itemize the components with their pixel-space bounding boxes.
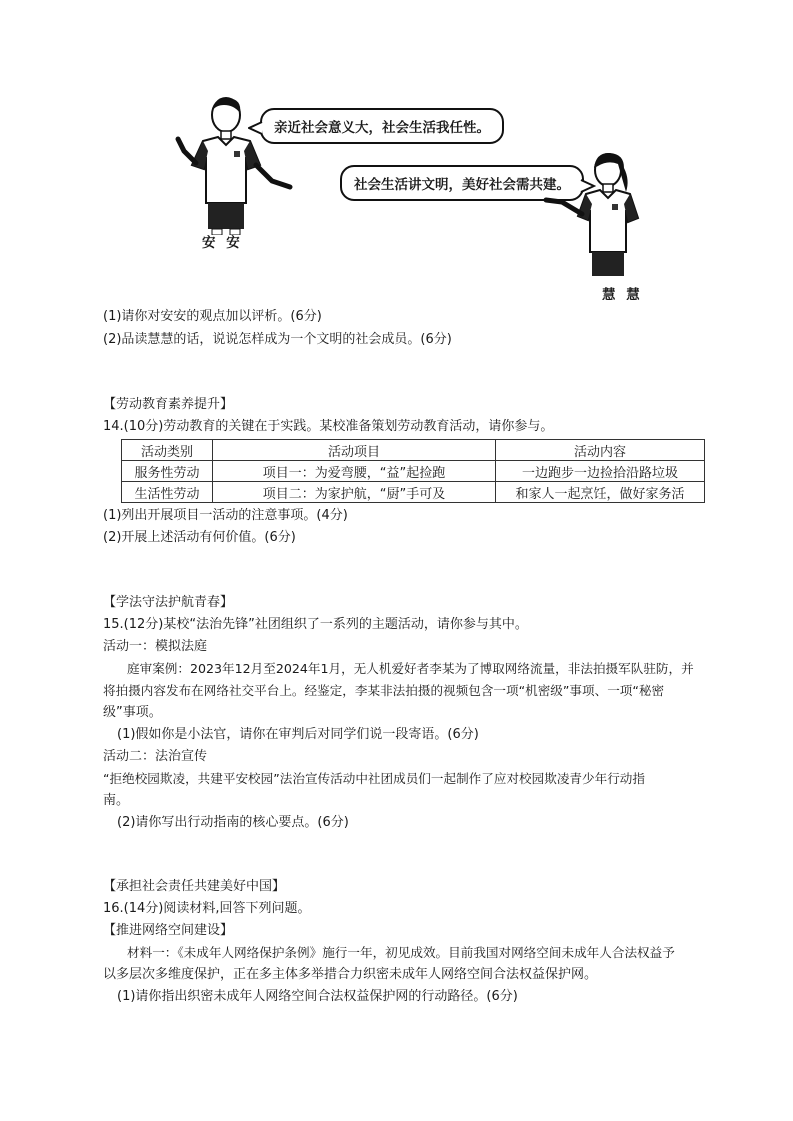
table-row	[122, 461, 705, 482]
q15-activity1: 活动一：模拟法庭	[103, 639, 208, 654]
q15-activity2: 活动二：法治宣传	[103, 749, 208, 764]
table-cell: 项目一：为爱弯腰，“益”起捡跑	[213, 461, 496, 482]
table-header-cell: 活动类别	[122, 440, 213, 461]
q15-promo-line1: “拒绝校园欺凌，共建平安校园”法治宣传活动中社团成员们一起制作了应对校园欺凌青少年行动指	[103, 771, 645, 786]
table-cell: 一边跑步一边捡拾沿路垃圾	[496, 461, 705, 482]
q16-stem: 16.(14分)阅读材料,回答下列问题。	[103, 901, 311, 916]
speech-bubble-anan: 亲近社会意义大，社会生活我任性。	[260, 108, 504, 144]
q15-stem: 15.(12分)某校“法治先锋”社团组织了一系列的主题活动，请你参与其中。	[103, 617, 528, 632]
table-header-row	[122, 440, 705, 461]
q16-material-line2: 以多层次多维度保护，正在多主体多举措合力织密未成年人网络空间合法权益保护网。	[103, 967, 598, 982]
q16-sub1: (1)请你指出织密未成年人网络空间合法权益保护网的行动路径。(6分)	[117, 989, 518, 1004]
illustration	[150, 95, 670, 305]
q14-sub1: (1)列出开展项目一活动的注意事项。(4分)	[103, 508, 348, 523]
q16-sub-section: 【推进网络空间建设】	[103, 923, 234, 938]
bubble-tail-icon	[248, 121, 264, 135]
girl-figure-icon	[540, 150, 660, 285]
speech-bubble-huihui: 社会生活讲文明，美好社会需共建。	[340, 165, 584, 201]
table-cell: 项目二：为家护航，“厨”手可及	[213, 482, 496, 503]
activity-table	[121, 439, 705, 503]
q13-sub1: (1)请你对安安的观点加以评析。(6分)	[103, 309, 322, 324]
q15-sub2: (2)请你写出行动指南的核心要点。(6分)	[117, 815, 349, 830]
q13-sub2: (2)品读慧慧的话，说说怎样成为一个文明的社会成员。(6分)	[103, 332, 452, 347]
section-heading-responsibility: 【承担社会责任共建美好中国】	[103, 879, 286, 894]
q16-material-line1: 材料一：《未成年人网络保护条例》施行一年，初见成效。目前我国对网络空间未成年人合法权益予	[127, 945, 675, 960]
table-header-cell: 活动内容	[496, 440, 705, 461]
table-header-cell: 活动项目	[213, 440, 496, 461]
q15-case-line3: 级”事项。	[103, 705, 162, 720]
table-cell: 服务性劳动	[122, 461, 213, 482]
name-huihui: 慧 慧	[602, 287, 643, 303]
q15-case-line1: 庭审案例：2023年12月至2024年1月，无人机爱好者李某为了博取网络流量，非法拍摄军队驻防，并	[127, 661, 694, 676]
table-row	[122, 482, 705, 503]
section-heading-law: 【学法守法护航青春】	[103, 595, 234, 610]
table-cell: 生活性劳动	[122, 482, 213, 503]
q14-sub2: (2)开展上述活动有何价值。(6分)	[103, 530, 296, 545]
name-anan: 安 安	[202, 235, 243, 251]
section-heading-labor: 【劳动教育素养提升】	[103, 397, 234, 412]
q14-stem: 14.(10分)劳动教育的关键在于实践。某校准备策划劳动教育活动，请你参与。	[103, 419, 554, 434]
table-cell: 和家人一起烹饪，做好家务活	[496, 482, 705, 503]
q15-promo-line2: 南。	[103, 793, 130, 808]
q15-sub1: (1)假如你是小法官，请你在审判后对同学们说一段寄语。(6分)	[117, 727, 479, 742]
q15-case-line2: 将拍摄内容发布在网络社交平台上。经鉴定，李某非法拍摄的视频包含一项“机密级”事项、一项“秘密	[103, 683, 665, 698]
